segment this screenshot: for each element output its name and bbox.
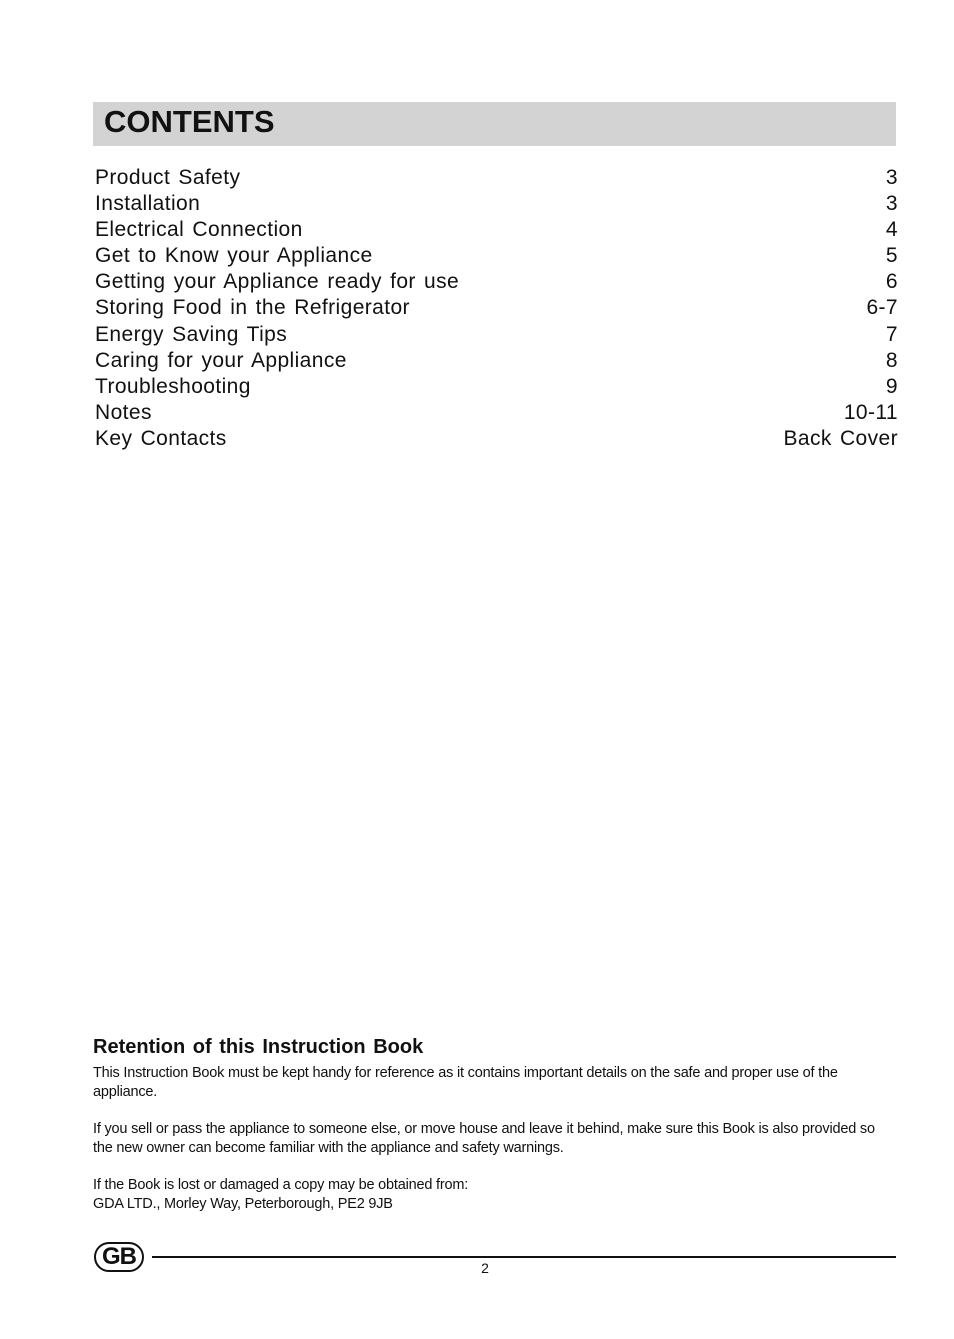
toc-item-page: 7 <box>885 322 898 346</box>
toc-item-page: 4 <box>885 218 898 242</box>
toc-item[interactable] <box>95 243 898 269</box>
toc-item-label: Installation <box>95 192 201 216</box>
toc-item-page: 6 <box>885 270 898 294</box>
retention-contact-line: If the Book is lost or damaged a copy may be obtained from: <box>93 1177 469 1193</box>
toc-item-page: 5 <box>885 244 898 268</box>
contents-header-bar <box>93 102 896 146</box>
page-number: 2 <box>481 1260 489 1276</box>
toc-item[interactable] <box>95 217 898 243</box>
toc-item-label: Troubleshooting <box>95 374 251 398</box>
toc-item-label: Product Safety <box>95 166 241 189</box>
toc-item[interactable] <box>95 295 898 321</box>
footer-divider <box>152 1256 896 1258</box>
toc-item-label: Caring for your Appliance <box>95 348 347 372</box>
toc-item-page: 9 <box>885 374 898 398</box>
toc-item[interactable] <box>95 374 898 400</box>
toc-item-label: Energy Saving Tips <box>95 322 288 346</box>
retention-section <box>93 1034 893 1232</box>
retention-address-line: GDA LTD., Morley Way, Peterborough, PE2 9JB <box>93 1195 393 1212</box>
toc-item-label: Key Contacts <box>95 426 227 450</box>
toc-item-page: 3 <box>885 192 898 216</box>
toc-item-page: Back Cover <box>783 426 898 450</box>
toc-item-page: 10-11 <box>843 400 898 424</box>
toc-item[interactable] <box>95 322 898 348</box>
toc-item[interactable] <box>95 348 898 374</box>
retention-paragraph: If you sell or pass the appliance to someone else, or move house and leave it behind, make sure this Book is also provided so the new owner can become familiar with the appliance and safety warnings. <box>93 1121 875 1156</box>
page-title: CONTENTS <box>104 104 275 139</box>
toc-item[interactable] <box>95 426 898 452</box>
toc-item-label: Get to Know your Appliance <box>95 244 373 268</box>
toc-item-label: Storing Food in the Refrigerator <box>95 296 410 320</box>
toc-item-label: Notes <box>95 400 152 424</box>
toc-item-label: Getting your Appliance ready for use <box>95 270 460 294</box>
toc-item[interactable] <box>95 269 898 295</box>
toc-item-page: 8 <box>885 348 898 372</box>
toc-item[interactable] <box>95 191 898 217</box>
retention-paragraph <box>93 1176 893 1213</box>
toc-item-page: 6-7 <box>866 296 898 320</box>
toc-item[interactable] <box>95 400 898 426</box>
retention-paragraph: This Instruction Book must be kept handy for reference as it contains important details on the safe and proper use of the appliance. <box>93 1065 838 1100</box>
table-of-contents <box>95 165 898 452</box>
retention-heading: Retention of this Instruction Book <box>93 1036 424 1058</box>
toc-item-page: 3 <box>885 166 898 189</box>
toc-item-label: Electrical Connection <box>95 218 303 242</box>
country-badge: GB <box>94 1242 144 1272</box>
toc-item[interactable] <box>95 165 898 191</box>
